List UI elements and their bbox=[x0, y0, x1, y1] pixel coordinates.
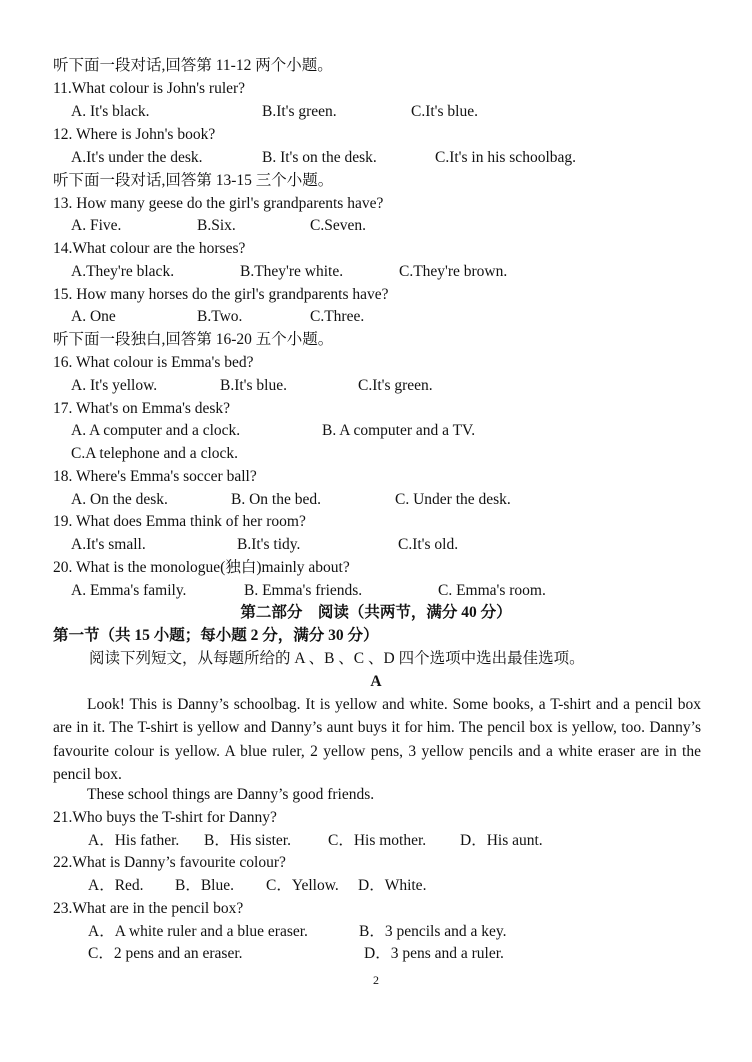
option-c: C.They're brown. bbox=[399, 263, 508, 280]
part2-title-text: 第二部分 阅读（共两节，满分 40 分） bbox=[240, 604, 512, 621]
passage-paragraph-1-text: Look! This is Danny’s schoolbag. It is yellow and white. Some books, a T-shirt and a pencil box are in it. The T-shirt is yellow and Danny’s aunt buys it for him. The pencil box is yellow, too. Danny’s favourite colour is yellow. A blue ruler, 2 yellow pens, 3 yellow pencils and a white eraser are in the pencil box. bbox=[53, 696, 701, 784]
question-19 bbox=[0, 511, 752, 533]
option-c: C.It's green. bbox=[358, 377, 433, 394]
option-a: A.It's under the desk. bbox=[71, 149, 203, 166]
question-text: 11.What colour is John's ruler? bbox=[53, 80, 246, 97]
options-20 bbox=[0, 580, 752, 602]
option-c: C.It's in his schoolbag. bbox=[435, 149, 576, 166]
part2-title bbox=[0, 602, 752, 624]
question-20 bbox=[0, 557, 752, 579]
option-c: C．Yellow. bbox=[266, 877, 339, 894]
question-text: 23.What are in the pencil box? bbox=[53, 900, 244, 917]
passage-paragraph-2-text: These school things are Danny’s good friends. bbox=[87, 786, 375, 803]
option-a: A．His father. bbox=[88, 832, 180, 849]
option-a: A. Emma's family. bbox=[71, 582, 187, 599]
section-heading-text: 听下面一段对话,回答第 11-12 两个小题。 bbox=[53, 57, 333, 74]
options-11 bbox=[0, 101, 752, 123]
options-12 bbox=[0, 147, 752, 169]
option-b: B.Two. bbox=[197, 308, 243, 325]
options-23-cont bbox=[0, 943, 752, 965]
question-text: 17. What's on Emma's desk? bbox=[53, 400, 231, 417]
option-c: C.It's old. bbox=[398, 536, 459, 553]
instruction bbox=[0, 648, 752, 670]
option-b: B．His sister. bbox=[204, 832, 291, 849]
question-17 bbox=[0, 398, 752, 420]
option-d: D．White. bbox=[358, 877, 427, 894]
option-b: B．3 pencils and a key. bbox=[359, 923, 507, 940]
option-c: C．2 pens and an eraser. bbox=[88, 945, 243, 962]
option-b: B. Emma's friends. bbox=[244, 582, 363, 599]
question-text: 15. How many horses do the girl's grandparents have? bbox=[53, 286, 389, 303]
question-text: 12. Where is John's book? bbox=[53, 126, 216, 143]
option-c: C.Seven. bbox=[310, 217, 366, 234]
question-15 bbox=[0, 284, 752, 306]
section1-title bbox=[0, 625, 752, 647]
question-23 bbox=[0, 898, 752, 920]
question-22 bbox=[0, 852, 752, 874]
question-18 bbox=[0, 466, 752, 488]
options-16 bbox=[0, 375, 752, 397]
options-22 bbox=[0, 875, 752, 897]
page-number: 2 bbox=[373, 973, 379, 987]
options-18 bbox=[0, 489, 752, 511]
options-13 bbox=[0, 215, 752, 237]
option-a: A. A computer and a clock. bbox=[71, 422, 241, 439]
instruction-text: 阅读下列短文，从每题所给的 A 、B 、C 、D 四个选项中选出最佳选项。 bbox=[89, 650, 585, 667]
option-c: C.Three. bbox=[310, 308, 365, 325]
options-14 bbox=[0, 261, 752, 283]
passage-label bbox=[0, 671, 752, 693]
options-23 bbox=[0, 921, 752, 943]
question-text: 16. What colour is Emma's bed? bbox=[53, 354, 254, 371]
options-21 bbox=[0, 830, 752, 852]
section-heading-text: 听下面一段对话,回答第 13-15 三个小题。 bbox=[53, 172, 334, 189]
question-text: 21.Who buys the T-shirt for Danny? bbox=[53, 809, 277, 826]
question-text: 14.What colour are the horses? bbox=[53, 240, 246, 257]
option-d: D．3 pens and a ruler. bbox=[364, 945, 504, 962]
option-b: B.It's tidy. bbox=[237, 536, 301, 553]
option-a: A. Five. bbox=[71, 217, 122, 234]
option-c: C.A telephone and a clock. bbox=[71, 445, 239, 462]
option-c: C. Emma's room. bbox=[438, 582, 546, 599]
section1-title-text: 第一节（共 15 小题；每小题 2 分，满分 30 分） bbox=[53, 627, 379, 644]
options-17-cont bbox=[0, 443, 752, 465]
option-c: C.It's blue. bbox=[411, 103, 478, 120]
option-b: B.It's blue. bbox=[220, 377, 287, 394]
option-b: B.They're white. bbox=[240, 263, 344, 280]
option-a: A.It's small. bbox=[71, 536, 146, 553]
options-17 bbox=[0, 420, 752, 442]
option-a: A. It's black. bbox=[71, 103, 150, 120]
question-text: 13. How many geese do the girl's grandparents have? bbox=[53, 195, 384, 212]
option-c: C. Under the desk. bbox=[395, 491, 511, 508]
question-text: 18. Where's Emma's soccer ball? bbox=[53, 468, 257, 485]
option-b: B. A computer and a TV. bbox=[322, 422, 476, 439]
section-heading-16-20 bbox=[0, 329, 752, 351]
question-text: 22.What is Danny’s favourite colour? bbox=[53, 854, 286, 871]
question-16 bbox=[0, 352, 752, 374]
section-heading-text: 听下面一段独白,回答第 16-20 五个小题。 bbox=[53, 331, 334, 348]
options-15 bbox=[0, 306, 752, 328]
option-a: A．A white ruler and a blue eraser. bbox=[88, 923, 308, 940]
option-d: D．His aunt. bbox=[460, 832, 543, 849]
question-12 bbox=[0, 124, 752, 146]
option-b: B. It's on the desk. bbox=[262, 149, 377, 166]
option-c: C．His mother. bbox=[328, 832, 427, 849]
option-a: A. One bbox=[71, 308, 116, 325]
section-heading-11-12 bbox=[0, 55, 752, 77]
question-14 bbox=[0, 238, 752, 260]
option-b: B．Blue. bbox=[175, 877, 234, 894]
options-19 bbox=[0, 534, 752, 556]
question-21 bbox=[0, 807, 752, 829]
question-11 bbox=[0, 78, 752, 100]
option-a: A.They're black. bbox=[71, 263, 175, 280]
passage-label-text: A bbox=[370, 673, 382, 690]
section-heading-13-15 bbox=[0, 170, 752, 192]
question-text: 20. What is the monologue(独白)mainly about? bbox=[53, 559, 350, 576]
question-13 bbox=[0, 193, 752, 215]
option-a: A. On the desk. bbox=[71, 491, 168, 508]
option-a: A．Red. bbox=[88, 877, 144, 894]
option-b: B. On the bed. bbox=[231, 491, 321, 508]
option-b: B.Six. bbox=[197, 217, 236, 234]
option-b: B.It's green. bbox=[262, 103, 337, 120]
passage-paragraph-2 bbox=[0, 784, 752, 806]
question-text: 19. What does Emma think of her room? bbox=[53, 513, 306, 530]
option-a: A. It's yellow. bbox=[71, 377, 158, 394]
passage-paragraph-1 bbox=[53, 693, 701, 787]
